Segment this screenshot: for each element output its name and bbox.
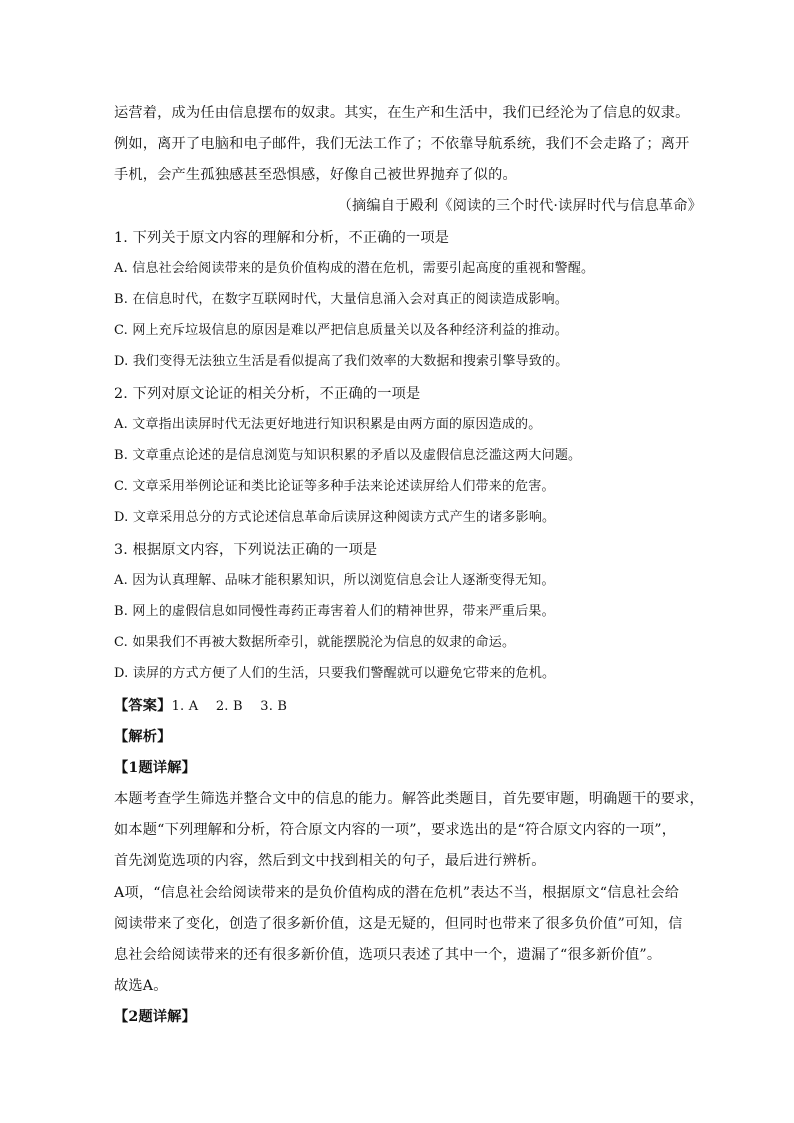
question-option: B. 文章重点论述的是信息浏览与知识积累的矛盾以及虚假信息泛滥这两大问题。 — [114, 448, 582, 463]
passage-line: 手机，会产生孤独感甚至恐惧感，好像自己被世界抛弃了似的。 — [114, 167, 517, 183]
passage-line: 例如，离开了电脑和电子邮件，我们无法工作了；不依靠导航系统，我们不会走路了；离开 — [114, 136, 690, 152]
q1-detail-line: 故选A。 — [114, 978, 168, 994]
question-option: A. 因为认真理解、品味才能积累知识，所以浏览信息会让人逐渐变得无知。 — [114, 573, 555, 588]
question-option: A. 信息社会给阅读带来的是负价值构成的潜在危机，需要引起高度的重视和警醒。 — [114, 261, 595, 276]
answer-line — [114, 695, 714, 718]
answer-label: 【答案】 — [114, 698, 172, 714]
q1-detail-line: 阅读带来了变化，创造了很多新价值，这是无疑的，但同时也带来了很多负价值”可知，信 — [114, 916, 683, 932]
question-option: B. 网上的虚假信息如同慢性毒药正毒害着人们的精神世界，带来严重后果。 — [114, 604, 555, 619]
question-option: C. 如果我们不再被大数据所牵引，就能摆脱沦为信息的奴隶的命运。 — [114, 635, 516, 650]
q1-detail-line: 息社会给阅读带来的还有很多新价值，选项只表述了其中一个，遗漏了“很多新价值”。 — [114, 947, 662, 963]
q1-detail-line: 本题考查学生筛选并整合文中的信息的能力。解答此类题目，首先要审题，明确题干的要求， — [114, 791, 704, 807]
q1-detail-label: 【1题详解】 — [114, 760, 197, 776]
analysis-label: 【解析】 — [114, 729, 172, 745]
source-citation: （摘编自于殿利《阅读的三个时代·读屏时代与信息革命》 — [337, 198, 702, 214]
question-stem: 2. 下列对原文论证的相关分析，不正确的一项是 — [114, 386, 421, 402]
question-option: B. 在信息时代，在数字互联网时代，大量信息涌入会对真正的阅读造成影响。 — [114, 292, 569, 307]
q2-detail-label: 【2题详解】 — [114, 1009, 197, 1025]
answer-text: 1. A 2. B 3. B — [171, 699, 288, 714]
q1-detail-line: A项，“信息社会给阅读带来的是负价值构成的潜在危机”表达不当，根据原文“信息社会给 — [114, 885, 680, 901]
question-option: A. 文章指出读屏时代无法更好地进行知识积累是由两方面的原因造成的。 — [114, 417, 542, 432]
question-stem: 1. 下列关于原文内容的理解和分析，不正确的一项是 — [114, 230, 450, 246]
question-option: C. 网上充斥垃圾信息的原因是难以严把信息质量关以及各种经济利益的推动。 — [114, 323, 568, 338]
question-stem: 3. 根据原文内容，下列说法正确的一项是 — [114, 542, 378, 558]
question-option: D. 文章采用总分的方式论述信息革命后读屏这种阅读方式产生的诸多影响。 — [114, 510, 556, 525]
q1-detail-line: 首先浏览选项的内容，然后到文中找到相关的句子，最后进行辨析。 — [114, 853, 546, 869]
q1-detail-line: 如本题“下列理解和分析，符合原文内容的一项”，要求选出的是“符合原文内容的一项”， — [114, 822, 677, 838]
question-option: D. 读屏的方式方便了人们的生活，只要我们警醒就可以避免它带来的危机。 — [114, 666, 556, 681]
question-option: C. 文章采用举例论证和类比论证等多种手法来论述读屏给人们带来的危害。 — [114, 479, 555, 494]
passage-line: 运营着，成为任由信息摆布的奴隶。其实，在生产和生活中，我们已经沦为了信息的奴隶。 — [114, 105, 690, 121]
question-option: D. 我们变得无法独立生活是看似提高了我们效率的大数据和搜索引擎导致的。 — [114, 354, 569, 369]
